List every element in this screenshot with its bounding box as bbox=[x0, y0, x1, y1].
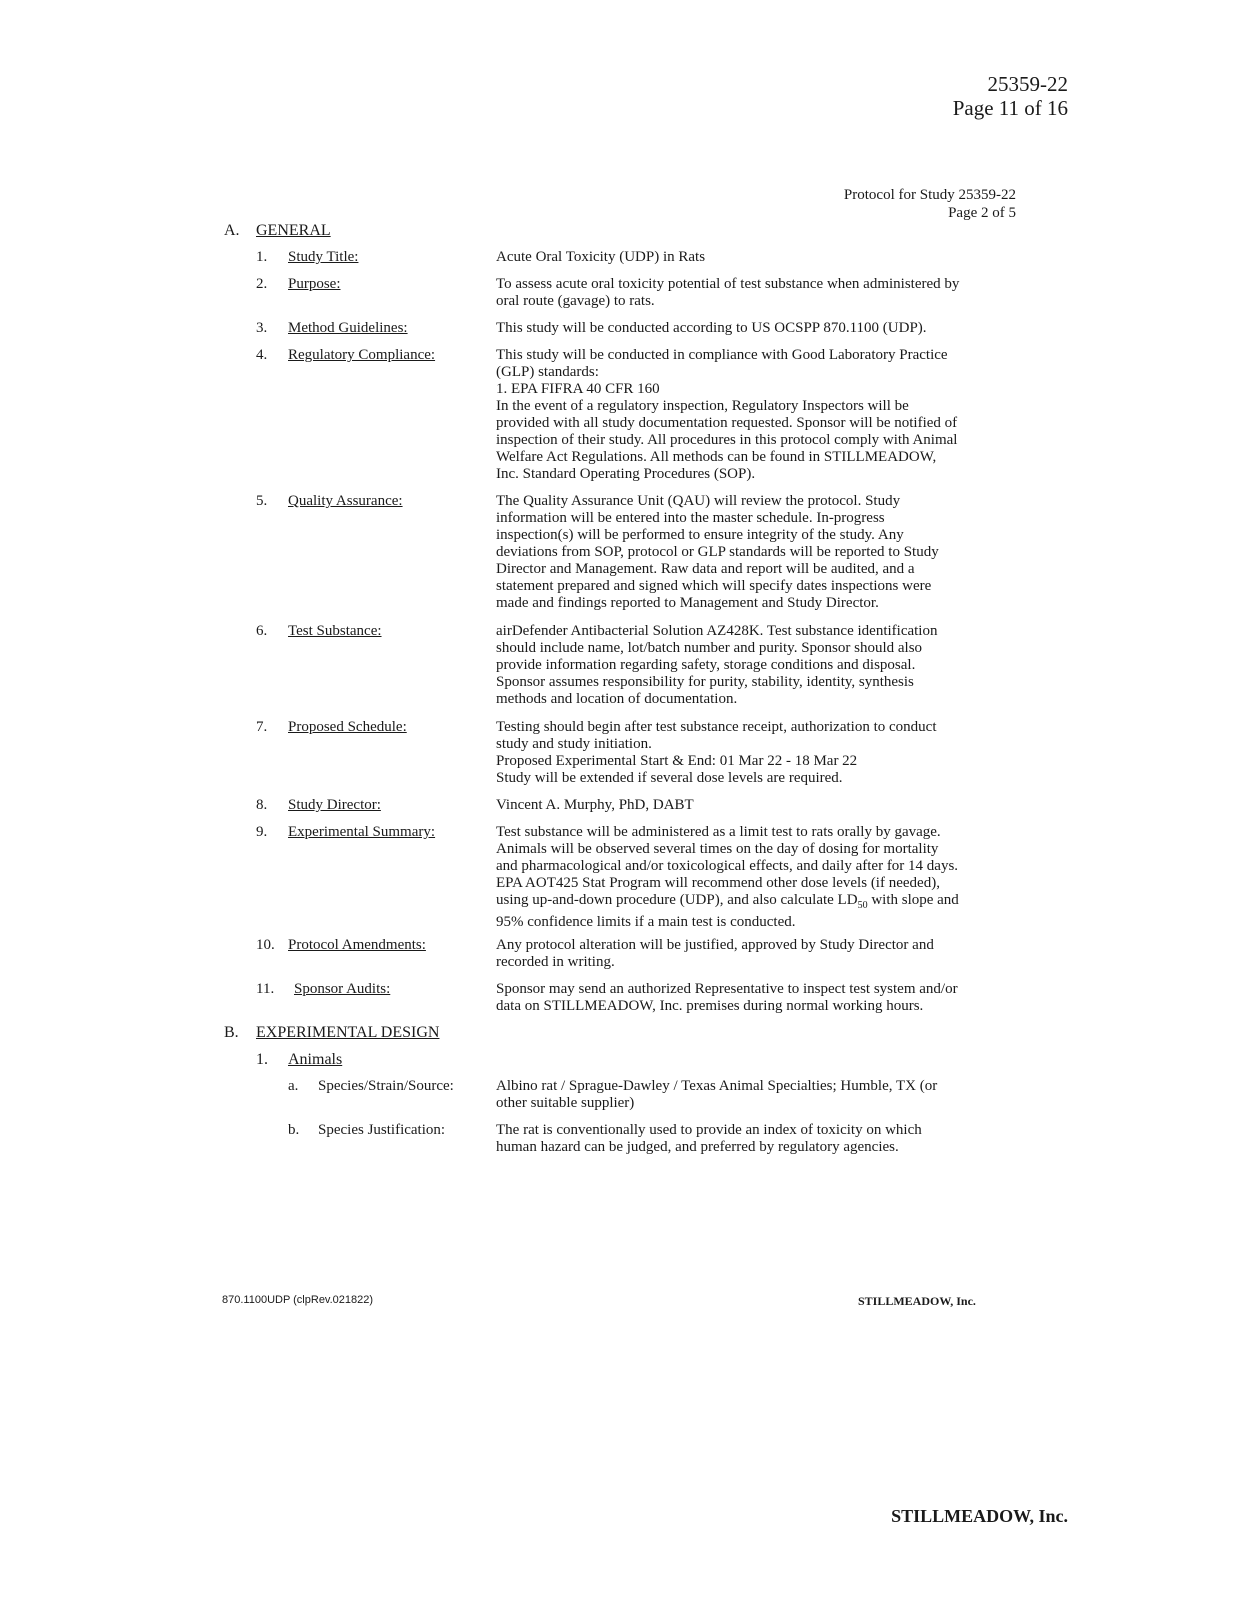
item-number: 1. bbox=[256, 1051, 268, 1068]
item-value: To assess acute oral toxicity potential of test substance when administered by oral route (gavage) to rats. bbox=[496, 276, 960, 309]
item-value: airDefender Antibacterial Solution AZ428K. Test substance identification should include name, lot/batch number and purity. Sponsor should also provide information regarding safety, storage conditions and disposal. Sponsor assumes responsibility for purity, stability, identity, synthesis methods and location of documentation. bbox=[496, 623, 938, 707]
item-value: Testing should begin after test substance receipt, authorization to conduct study and study initiation. Proposed Experimental Start & End: 01 Mar 22 - 18 Mar 22 Study will be extended if several dose levels are required. bbox=[496, 719, 937, 786]
footer-company-protocol: STILLMEADOW, Inc. bbox=[858, 1294, 976, 1308]
item-value: Any protocol alteration will be justified, approved by Study Director and recorded in writing. bbox=[496, 937, 934, 970]
item-number: 3. bbox=[256, 320, 268, 336]
section-title: EXPERIMENTAL DESIGN bbox=[256, 1024, 440, 1041]
item-number: 6. bbox=[256, 623, 268, 639]
subitem-label: Species Justification: bbox=[318, 1122, 446, 1138]
item-label: Study Title: bbox=[288, 249, 359, 265]
item-label: Test Substance: bbox=[288, 623, 382, 639]
item-value: Acute Oral Toxicity (UDP) in Rats bbox=[496, 249, 706, 265]
item-value bbox=[496, 824, 1021, 931]
page-number: Page 11 of 16 bbox=[952, 96, 1068, 120]
item-number: 2. bbox=[256, 276, 268, 292]
protocol-header bbox=[844, 186, 1016, 222]
footer-revision: 870.1100UDP (clpRev.021822) bbox=[222, 1294, 374, 1306]
protocol-title: Protocol for Study 25359-22 bbox=[843, 187, 1016, 203]
item-number: 8. bbox=[256, 797, 268, 813]
section-title: GENERAL bbox=[256, 222, 331, 239]
item-number: 1. bbox=[256, 249, 268, 265]
item-label: Animals bbox=[288, 1051, 343, 1068]
summary-text-pre: Test substance will be administered as a limit test to rats orally by gavage. Animals will be observed several times on the day of dosing for mortality and pharmacological and/or toxicological effects, and daily after for 14 days. EPA AOT425 Stat Program will recommend other dose levels (if needed), using up-and-down procedure (UDP), and also calculate LD bbox=[496, 824, 959, 908]
item-number: 9. bbox=[256, 824, 268, 840]
subitem-label: Species/Strain/Source: bbox=[318, 1078, 454, 1094]
section-letter: A. bbox=[224, 222, 240, 239]
summary-text-post: with slope and 95% confidence limits if a main test is conducted. bbox=[496, 892, 959, 930]
item-value: This study will be conducted in compliance with Good Laboratory Practice (GLP) standards: 1. EPA FIFRA 40 CFR 160 In the event of a regulatory inspection, Regulatory Inspectors will be provided with all study documentation requested. Sponsor will be notified of inspection of their study. All procedures in this protocol comply with Animal Welfare Act Regulations. All methods can be found in STILLMEADOW, Inc. Standard Operating Procedures (SOP). bbox=[496, 347, 958, 482]
item-label: Experimental Summary: bbox=[288, 824, 436, 840]
subitem-value: The rat is conventionally used to provide an index of toxicity on which human hazard can be judged, and preferred by regulatory agencies. bbox=[496, 1122, 922, 1155]
item-value: Vincent A. Murphy, PhD, DABT bbox=[496, 797, 694, 813]
item-label: Protocol Amendments: bbox=[288, 937, 426, 953]
page-header bbox=[953, 72, 1068, 120]
item-number: 7. bbox=[256, 719, 268, 735]
protocol-page: Page 2 of 5 bbox=[948, 205, 1016, 221]
item-value: The Quality Assurance Unit (QAU) will review the protocol. Study information will be entered into the master schedule. In-progress inspection(s) will be performed to ensure integrity of the study. Any deviations from SOP, protocol or GLP standards will be reported to Study Director and Management. Raw data and report will be audited, and a statement prepared and signed which will specify dates inspections were made and findings reported to Management and Study Director. bbox=[496, 493, 939, 611]
item-number: 11. bbox=[256, 981, 275, 997]
section-letter: B. bbox=[224, 1024, 239, 1041]
item-number: 5. bbox=[256, 493, 268, 509]
subitem-letter: b. bbox=[288, 1122, 300, 1138]
item-label: Method Guidelines: bbox=[288, 320, 408, 336]
item-label: Purpose: bbox=[288, 276, 341, 292]
item-label: Study Director: bbox=[288, 797, 381, 813]
footer-company: STILLMEADOW, Inc. bbox=[891, 1506, 1068, 1526]
item-value: Sponsor may send an authorized Representative to inspect test system and/or data on STILLMEADOW, Inc. premises during normal working hours. bbox=[496, 981, 958, 1014]
study-number: 25359-22 bbox=[987, 72, 1068, 96]
item-label: Regulatory Compliance: bbox=[288, 347, 436, 363]
subitem-letter: a. bbox=[288, 1078, 299, 1094]
subitem-value: Albino rat / Sprague-Dawley / Texas Animal Specialties; Humble, TX (or other suitable supplier) bbox=[496, 1078, 938, 1111]
item-label: Sponsor Audits: bbox=[294, 981, 391, 997]
item-label: Proposed Schedule: bbox=[288, 719, 407, 735]
ld-subscript: 50 bbox=[857, 900, 868, 911]
item-number: 4. bbox=[256, 347, 268, 363]
item-value: This study will be conducted according to US OCSPP 870.1100 (UDP). bbox=[496, 320, 927, 336]
item-number: 10. bbox=[256, 937, 275, 953]
item-label: Quality Assurance: bbox=[288, 493, 403, 509]
